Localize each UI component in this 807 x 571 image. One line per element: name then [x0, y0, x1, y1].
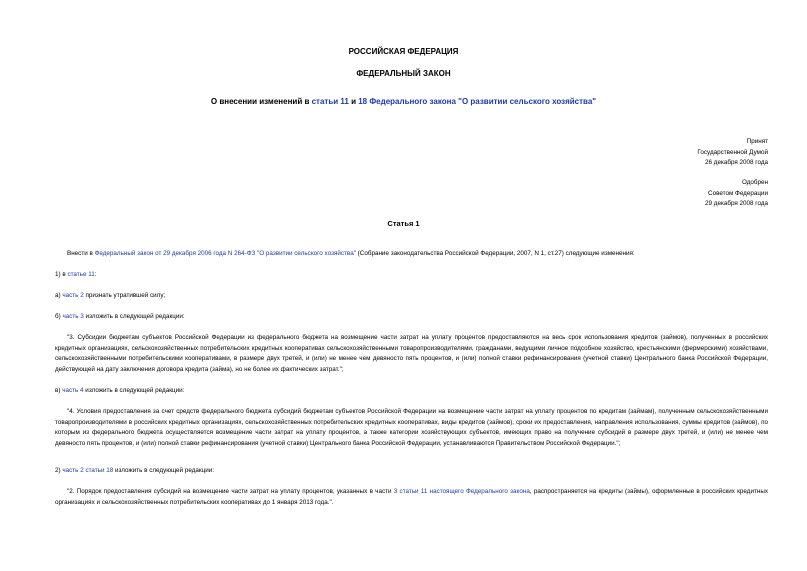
quote-text-end: , распространяется на кредиты (займы), оформленные в российских кредитных организациях и сельскохозяйственных потребительских кооперативах до 1 января 2013 года.".	[55, 488, 768, 506]
adoption-federation-council	[705, 178, 768, 210]
adoption-line: 26 декабря 2008 года	[705, 159, 768, 167]
title-link-article-18[interactable]: 18 Федерального закона "О развитии сельского хозяйства"	[358, 97, 597, 106]
link-part-3-article-11[interactable]: 3 статьи 11 настоящего Федерального закона	[393, 488, 530, 495]
link-article-11[interactable]: статье 11	[67, 271, 95, 278]
link-part-2-article-18[interactable]: часть 2 статьи 18	[62, 467, 114, 474]
link-part-4[interactable]: часть 4	[62, 387, 84, 394]
adoption-line: Советом Федерации	[708, 189, 768, 197]
intro-text-end: (Собрание законодательства Российской Федерации, 2007, N 1, ст.27) следующие изменения:	[355, 250, 635, 257]
title-text-and: и	[348, 97, 359, 106]
adoption-line: 29 декабря 2008 года	[705, 200, 768, 208]
item-text-end: признать утратившей силу;	[83, 292, 166, 299]
adoption-line: Принят	[746, 138, 768, 145]
title-text: О внесении изменений в	[210, 97, 312, 106]
intro-text: Внести в	[67, 250, 95, 257]
item-text: 2)	[55, 467, 63, 474]
item-v	[55, 386, 768, 397]
item-text: в)	[55, 387, 63, 394]
link-part-3[interactable]: часть 3	[62, 313, 84, 320]
article-intro	[67, 249, 768, 260]
link-part-2[interactable]: часть 2	[62, 292, 84, 299]
adoption-line: Одобрен	[741, 179, 768, 186]
quote-text: "2. Порядок предоставления субсидий на возмещение части затрат на уплату процентов, указанных в части	[67, 488, 394, 495]
quote-part-4: "4. Условия предоставления за счет средств федерального бюджета субсидий бюджетам субъектов Российской Федерации на возмещение части затрат на уплату процентов по кредитам (займам), полученным сельскохозяйственными товаропроизводителями в российских кредитных организациях, сельскохозяйственных потребительских кредитных кооперативах, виды кредитов (займов), сроки их предоставления, направления использования, суммы кредитов (займов), по которым из федерального бюджета осуществляется возмещение части затрат на уплату процентов, а также категории хозяйствующих субъектов, имеющих право на получение субсидий в размере двух третей, и (или) не менее чем девяносто пять процентов, и (или) полной ставки рефинансирования (учетной ставки) Центрального банка Российской Федерации, устанавливаются Правительством Российской Федерации.";	[55, 408, 768, 447]
law-title	[0, 97, 807, 106]
item-text-end: изложить в следующей редакции:	[83, 313, 185, 320]
adoption-duma	[697, 137, 768, 169]
title-link-article-11[interactable]: статьи 11	[311, 97, 349, 106]
quote-part-3: "3. Субсидии бюджетам субъектов Российской Федерации из федерального бюджета на возмещение части затрат на уплату процентов предоставляются на весь срок использования кредитов (займов), полученных в российских кредитных организациях, сельскохозяйственных потребительских кредитных кооперативах сельскохозяйственными товаропроизводителями, гражданами, ведущими личное подсобное хозяйство, крестьянскими (фермерскими) хозяйствами, сельскохозяйственными потребительскими кооперативами, в размере двух третей, и (или) не менее чем девяносто пять процентов, и (или) полной ставки рефинансирования (учетной ставки) Центрального банка Российской Федерации, действующей на дату заключения договора кредита (займа), но не более их фактических затрат.";	[55, 334, 768, 373]
doc-type-heading: ФЕДЕРАЛЬНЫЙ ЗАКОН	[356, 69, 451, 78]
item-text-end: :	[94, 271, 97, 278]
article-heading: Статья 1	[387, 219, 420, 228]
item-text: 1) в	[55, 271, 68, 278]
country-heading: РОССИЙСКАЯ ФЕДЕРАЦИЯ	[348, 47, 459, 56]
item-b	[55, 312, 768, 323]
link-federal-law[interactable]: Федеральный закон от 29 декабря 2006 года N 264-ФЗ "О развитии сельского хозяйства"	[94, 250, 356, 257]
item-text: а)	[55, 292, 63, 299]
quote-part-2	[55, 487, 768, 508]
item-text-end: изложить в следующей редакции:	[113, 467, 215, 474]
item-text-end: изложить в следующей редакции:	[83, 387, 185, 394]
item-1	[55, 270, 768, 281]
item-a	[55, 291, 768, 302]
item-2	[55, 466, 768, 477]
adoption-line: Государственной Думой	[697, 148, 768, 156]
item-text: б)	[55, 313, 63, 320]
